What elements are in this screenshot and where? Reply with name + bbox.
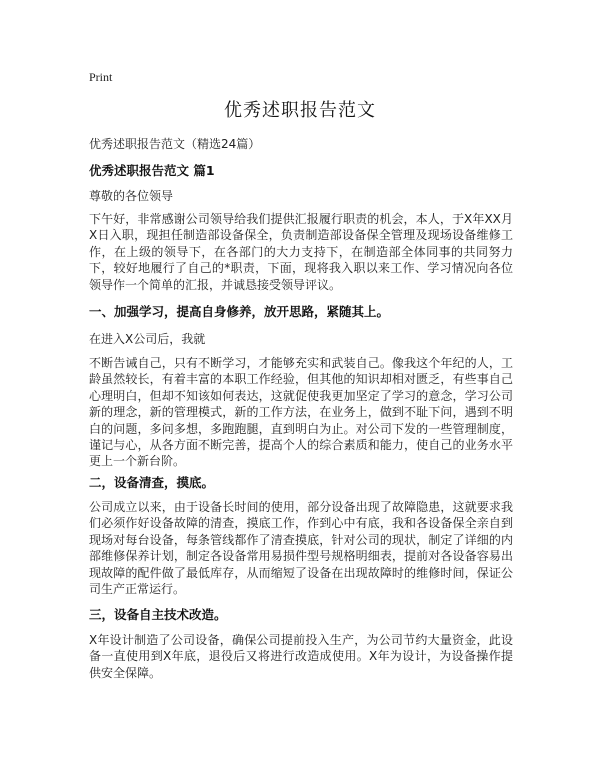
equipment-check-paragraph: 公司成立以来，由于设备长时间的使用，部分设备出现了故障隐患，这就要求我们必须作好设备故障的清查，摸底工作，作到心中有底，我和各设备保全亲自到现场对每台设备，每条管线都作了清查摸底，针对公司的现状，制定了详细的内部维修保养计划，制定各设备常用易损件型号规格明细表，提前对各设备容易出现故障的配件做了最低库存，从而缩短了设备在出现故障时的维修时间，保证公司生产正常运行。 <box>89 500 513 597</box>
document-subtitle: 优秀述职报告范文（精选24篇） <box>89 137 261 151</box>
heading-equipment-check: 二，设备清查，摸底。 <box>89 475 215 490</box>
study-paragraph: 不断告诫自己，只有不断学习，才能够充实和武装自己。像我这个年纪的人，工龄虽然较长，有着丰富的本职工作经验，但其他的知识却相对匮乏，有些事自己心理明白，但却不知该如何表达，这就促使我更加坚定了学习的意念，学习公司新的理念，新的管理模式，新的工作方法，在业务上，做到不耻下问，遇到不明白的问题，多问多想，多跑跑腿，直到明白为止。对公司下发的一些管理制度，谨记与心，从各方面不断完善，提高个人的综合素质和能力，使自己的业务水平更上一个新台阶。 <box>89 356 513 469</box>
intro-paragraph: 下午好，非常感谢公司领导给我们提供汇报履行职责的机会，本人，于X年XX月X日入职，现担任制造部设备保全，负责制造部设备保全管理及现场设备维修工作，在上级的领导下，在各部门的大力支持下，在制造部全体同事的共同努力下，较好地履行了自己的*职责，下面，现将我入职以来工作、学习情况向各位领导作一个简单的汇报，并诚恳接受领导评议。 <box>89 212 513 292</box>
print-link[interactable]: Print <box>89 70 113 84</box>
tech-upgrade-paragraph: X年设计制造了公司设备，确保公司提前投入生产，为公司节约大量资金，此设备一直使用到X年底，退役后又将进行改造成使用。X年为设计，为设备操作提供安全保障。 <box>89 633 513 680</box>
study-lead-line: 在进入X公司后，我就 <box>89 332 206 346</box>
heading-study: 一、加强学习，提高自身修养，放开思路，紧随其上。 <box>89 304 390 319</box>
section-title: 优秀述职报告范文 篇1 <box>89 163 215 178</box>
greeting-text: 尊敬的各位领导 <box>89 189 174 203</box>
heading-tech-upgrade: 三，设备自主技术改造。 <box>89 607 227 622</box>
page-title: 优秀述职报告范文 <box>224 100 376 121</box>
